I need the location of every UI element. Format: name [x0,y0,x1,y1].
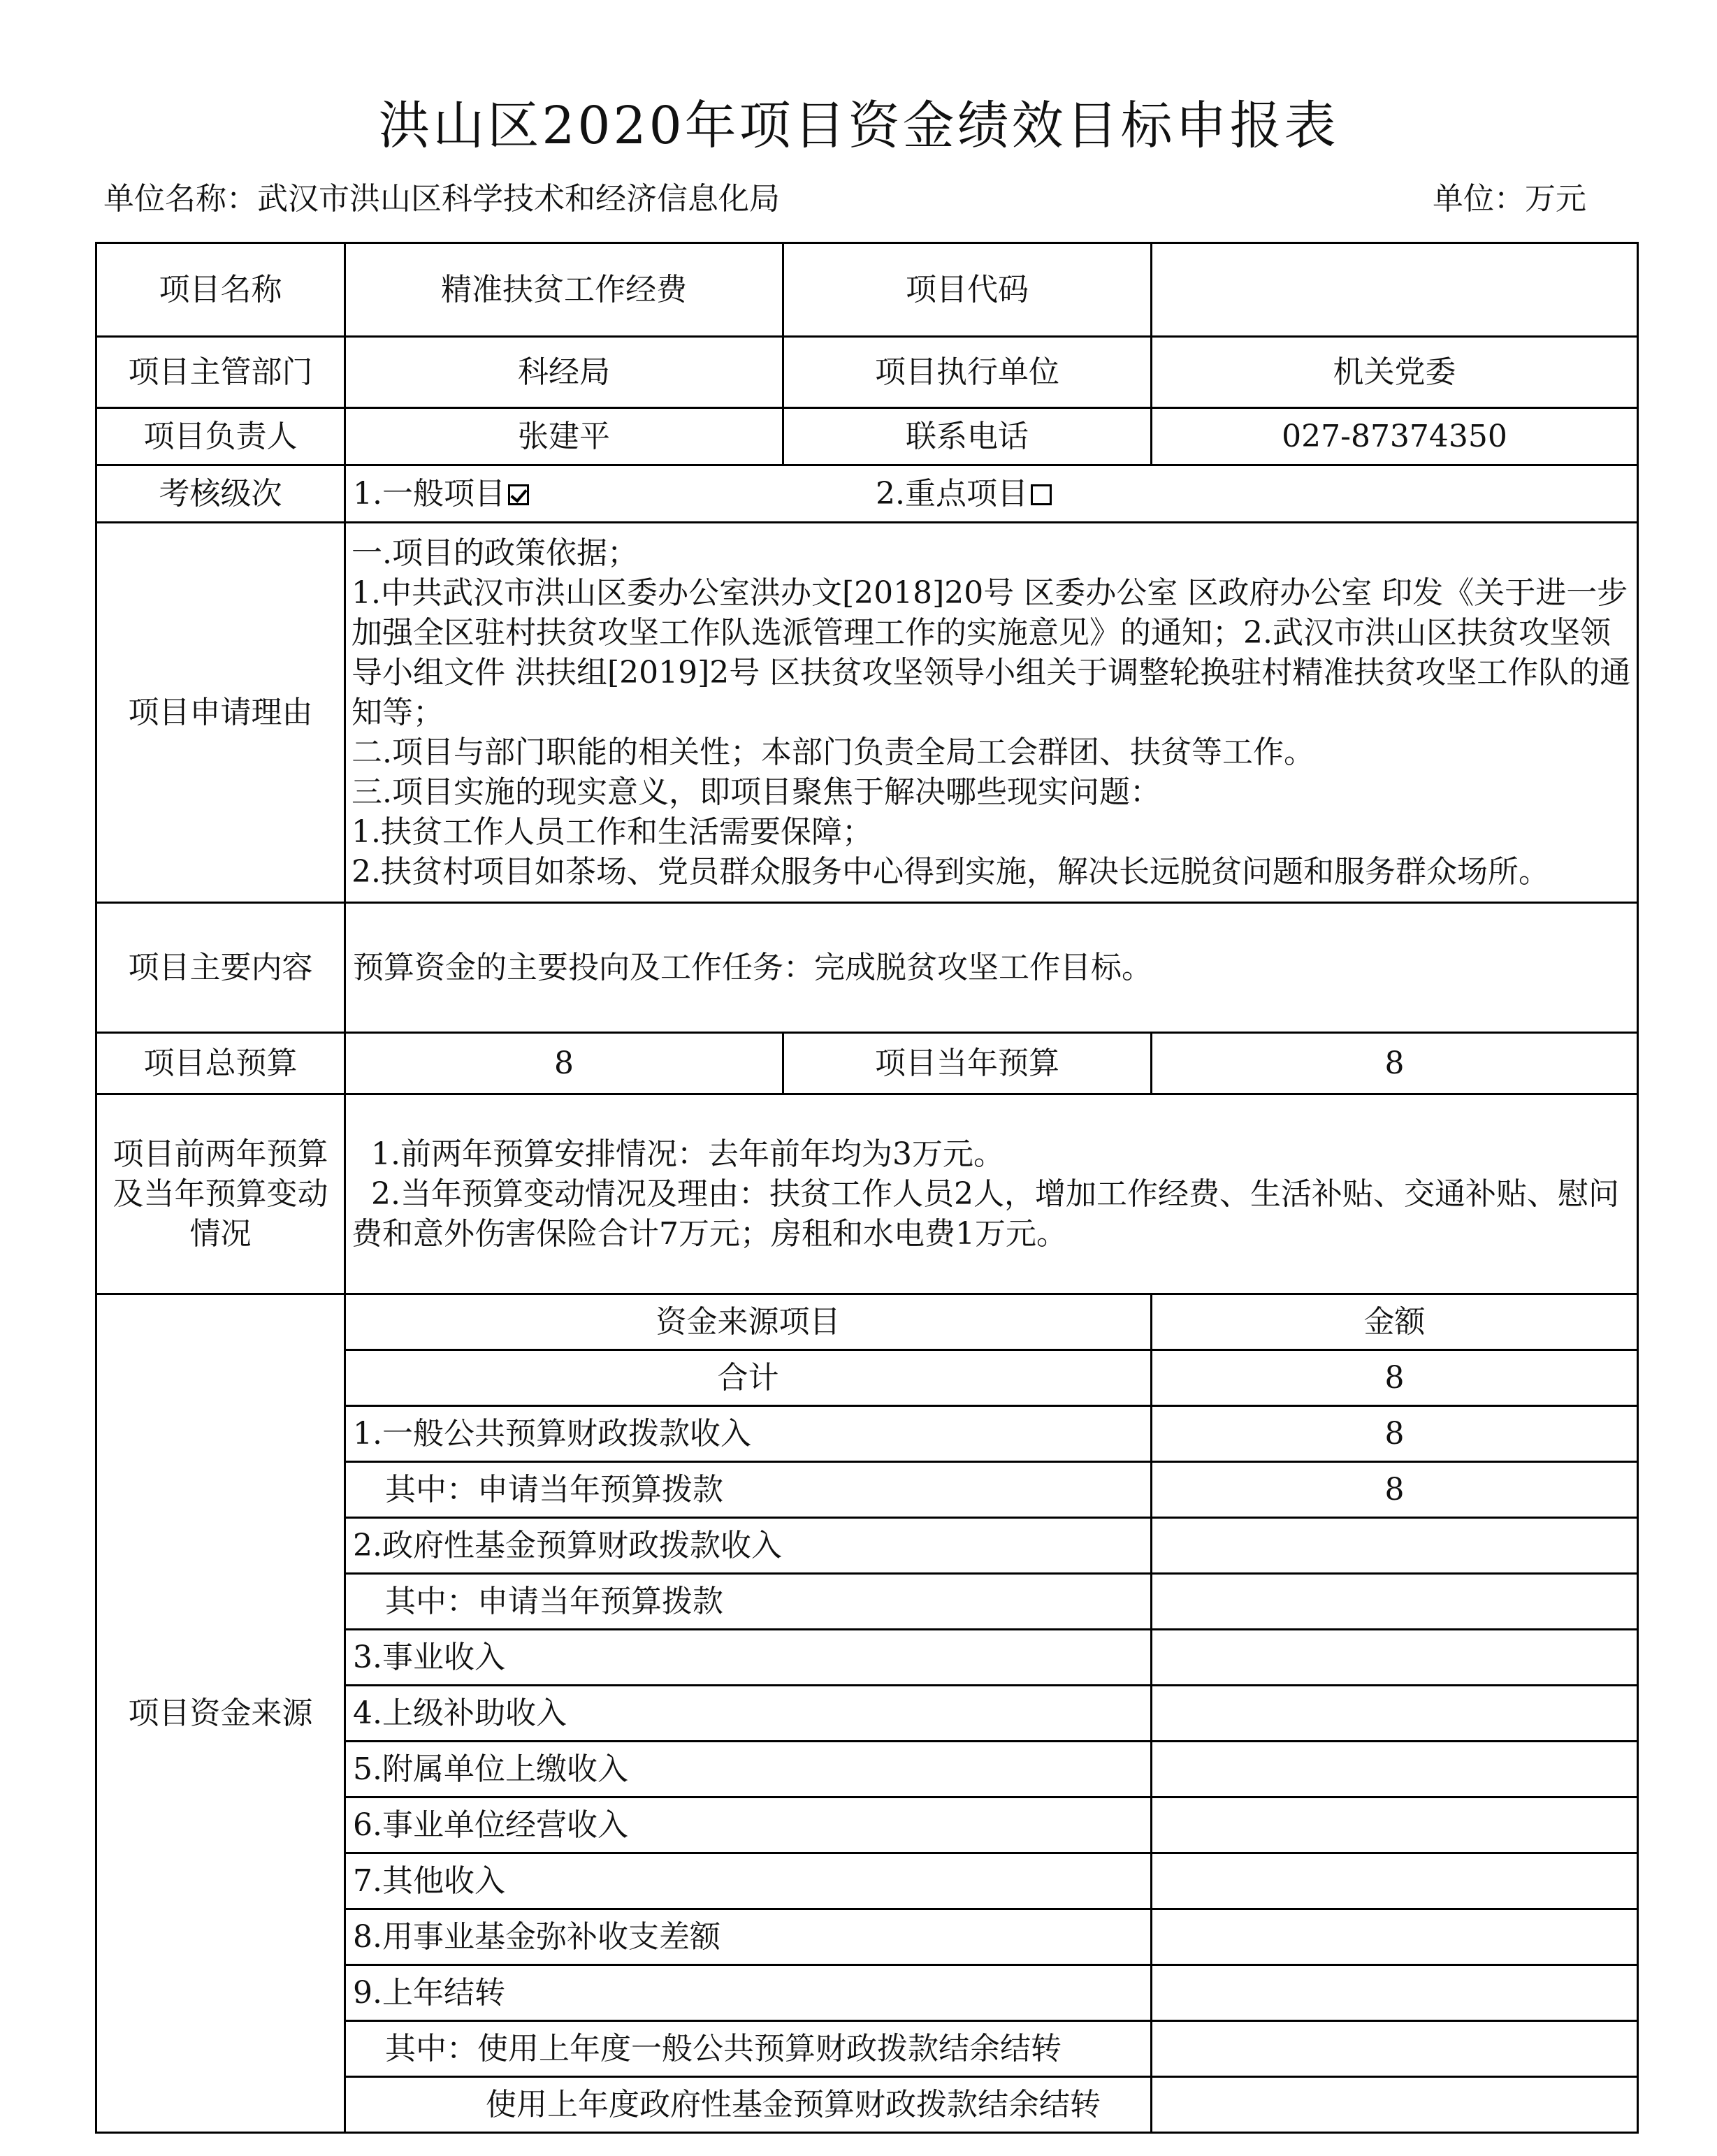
performance-form-table [95,242,1639,2134]
funding-item-amount [1152,1797,1638,1853]
row-content [96,903,1638,1033]
funding-item-label: 9.上年结转 [345,1965,1152,2021]
unchecked-box-icon[interactable] [1031,484,1052,505]
funding-item-amount [1152,1909,1638,1965]
phone-label: 联系电话 [783,408,1152,465]
funding-item-amount: 8 [1152,1350,1638,1406]
org-name: 单位名称：武汉市洪山区科学技术和经济信息化局 [103,181,780,217]
reason-line: 1.扶贫工作人员工作和生活需要保障； [352,814,873,850]
project-code-label: 项目代码 [783,243,1152,337]
funding-item-amount [1152,1965,1638,2021]
funding-item-label: 2.政府性基金预算财政拨款收入 [345,1518,1152,1574]
row-dept [96,337,1638,408]
content-label: 项目主要内容 [96,903,345,1033]
row-budget [96,1033,1638,1094]
funding-item-label: 1.一般公共预算财政拨款收入 [345,1406,1152,1462]
project-name-value: 精准扶贫工作经费 [345,243,783,337]
checked-box-icon[interactable] [508,484,529,505]
year-budget-value: 8 [1152,1033,1638,1094]
funding-source-label: 项目资金来源 [96,1294,345,2133]
change-line: 1.前两年预算安排情况：去年前年均为3万元。 [352,1136,1004,1172]
level-options [345,465,1638,523]
funding-col-amount: 金额 [1152,1294,1638,1350]
funding-item-amount [1152,1574,1638,1630]
row-leader [96,408,1638,465]
funding-item-label: 其中：申请当年预算拨款 [345,1574,1152,1630]
funding-item-amount: 8 [1152,1462,1638,1518]
page-title: 洪山区2020年项目资金绩效目标申报表 [378,96,1339,156]
content-value: 预算资金的主要投向及工作任务：完成脱贫攻坚工作目标。 [345,903,1638,1033]
reason-label: 项目申请理由 [96,523,345,903]
unit-label: 单位：万元 [1433,181,1586,217]
row-budget-change [96,1094,1638,1294]
reason-line: 二.项目与部门职能的相关性；本部门负责全局工会群团、扶贫等工作。 [352,735,1314,770]
funding-item-label: 其中：申请当年预算拨款 [345,1462,1152,1518]
reason-line: 一.项目的政策依据； [352,535,638,571]
phone-value: 027-87374350 [1152,408,1638,465]
funding-item-label: 6.事业单位经营收入 [345,1797,1152,1853]
funding-item-amount [1152,2077,1638,2133]
funding-item-label: 合计 [345,1350,1152,1406]
funding-item-label: 5.附属单位上缴收入 [345,1742,1152,1797]
reason-line: 2.扶贫村项目如茶场、党员群众服务中心得到实施，解决长远脱贫问题和服务群众场所。 [352,854,1549,890]
level-option-general [353,476,529,512]
funding-item-label: 7.其他收入 [345,1853,1152,1909]
funding-item-label: 8.用事业基金弥补收支差额 [345,1909,1152,1965]
exec-unit-label: 项目执行单位 [783,337,1152,408]
funding-col-item: 资金来源项目 [345,1294,1152,1350]
dept-value: 科经局 [345,337,783,408]
reason-line: 三.项目实施的现实意义，即项目聚焦于解决哪些现实问题： [352,774,1161,810]
funding-item-label: 其中：使用上年度一般公共预算财政拨款结余结转 [345,2021,1152,2077]
budget-change-label: 项目前两年预算及当年预算变动情况 [96,1094,345,1294]
project-code-value [1152,243,1638,337]
level-option-general-label: 1.一般项目 [353,475,505,512]
reason-line: 1.中共武汉市洪山区委办公室洪办文[2018]20号 区委办公室 区政府办公室 印发《关于进一步加强全区驻村扶贫攻坚工作队选派管理工作的实施意见》的通知；2.武汉市洪山区扶贫攻坚领导小组文件 洪扶组[2019]2号 区扶贫攻坚领导小组关于调整轮换驻村精准扶贫攻坚工作队的通知等； [352,575,1631,730]
funding-item-amount [1152,1630,1638,1686]
funding-item-amount [1152,1853,1638,1909]
exec-unit-value: 机关党委 [1152,337,1638,408]
funding-header-row [96,1294,1638,1350]
funding-item-amount [1152,1518,1638,1574]
funding-item-amount [1152,2021,1638,2077]
funding-item-amount [1152,1742,1638,1797]
total-budget-label: 项目总预算 [96,1033,345,1094]
level-option-key [876,475,1052,514]
level-label: 考核级次 [96,465,345,523]
leader-label: 项目负责人 [96,408,345,465]
year-budget-label: 项目当年预算 [783,1033,1152,1094]
budget-change-text [345,1094,1638,1294]
change-line: 2.当年预算变动情况及理由：扶贫工作人员2人，增加工作经费、生活补贴、交通补贴、慰问费和意外伤害保险合计7万元；房租和水电费1万元。 [352,1176,1619,1252]
leader-value: 张建平 [345,408,783,465]
funding-item-label: 使用上年度政府性基金预算财政拨款结余结转 [345,2077,1152,2133]
row-project-name [96,243,1638,337]
project-name-label: 项目名称 [96,243,345,337]
total-budget-value: 8 [345,1033,783,1094]
funding-item-label: 4.上级补助收入 [345,1686,1152,1742]
funding-item-amount [1152,1686,1638,1742]
funding-item-label: 3.事业收入 [345,1630,1152,1686]
dept-label: 项目主管部门 [96,337,345,408]
level-option-key-label: 2.重点项目 [876,475,1028,512]
reason-text [345,523,1638,903]
row-reason [96,523,1638,903]
row-level [96,465,1638,523]
funding-item-amount: 8 [1152,1406,1638,1462]
